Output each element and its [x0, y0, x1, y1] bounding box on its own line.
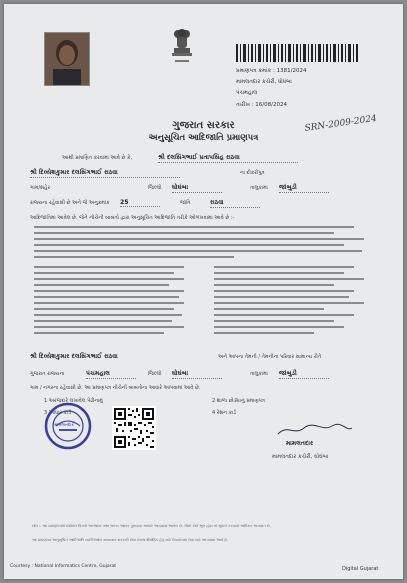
village-prefix: ગામ/શહેર	[30, 185, 51, 191]
signature-scribble	[274, 422, 354, 438]
applicant-name: શ્રી દિવ્યેશકુમાર દલસિંગભાઈ રાઠવા	[30, 169, 180, 178]
taluka-label: તાલુકામાં	[250, 185, 268, 191]
issue-date-label: તારીખ	[236, 102, 250, 108]
government-title: ગુજરાત સરકાર	[172, 120, 235, 131]
certificate-title: અનુસૂચિત આદિજાતિ પ્રમાણપત્ર	[148, 133, 259, 143]
tribe-recognition-text: આદિજાતિમાં આવેલ છે. જેને નીચેની બાબતો દ્વારા અનુસૂચિત આદિજાતિ તરીકે ઓળખવામાં આવે છે :-	[30, 215, 235, 221]
residence-taluka-label: તાલુકામાં	[250, 371, 268, 377]
certify-prefix: આથી પ્રમાણિત કરવામાં આવે છે કે,	[62, 155, 133, 161]
office-name: મામલતદાર કચેરી, ધોધંબા	[236, 79, 292, 85]
national-emblem-icon	[164, 28, 200, 72]
seal-label: મામલતદાર	[54, 423, 74, 428]
district-value: ઘોઘંબા	[172, 184, 222, 193]
applicant-name-repeat: શ્રી દિવ્યેશકુમાર દલસિંગભાઈ રાઠવા	[30, 353, 118, 360]
taluka-value: જાંબુડી	[279, 184, 329, 193]
qr-code	[112, 406, 156, 450]
certificate-number-row: પ્રમાણપત્ર ક્રમાંક : 1381/2024	[236, 68, 307, 74]
caste-label: જાતિ	[180, 200, 191, 206]
office-subtitle: પંચમહાલ	[236, 90, 258, 96]
certificate-page	[4, 4, 403, 579]
certificate-number: 1381/2024	[276, 68, 307, 74]
applicant-photo	[44, 32, 90, 86]
residence-district: ઘોઘંબા	[172, 370, 222, 379]
caste-value: રાઠવા	[210, 199, 260, 208]
note-1: નોંધ :- આ પ્રમાણપત્રમાં દર્શાવેલ વિગતો અરજદાર તથા અન્ય આધાર પુરાવાના આધારે આપવામાં આવેલ છે. જેમાં કોઈ ભૂલ હોય તો સુધારો કરવાનો અધિકાર અનામત છે.	[32, 524, 271, 528]
district-label: જિલ્લો	[148, 185, 162, 191]
footer-digital-gujarat: Digital Gujarat	[342, 566, 379, 572]
basis-item-2: 2 શાળા છોડ્યાનું પ્રમાણપત્ર	[212, 398, 265, 404]
office-seal-stamp	[44, 402, 92, 450]
footer-courtesy: Courtesy : National Informatics Centre, Gujarat	[10, 564, 117, 569]
family-text: અને આપના તેમની / તેમનીના પરિવાર સામાન્ય રીતે	[218, 354, 322, 360]
signatory-title: મામલતદાર	[286, 440, 314, 447]
residence-taluka: જાંબુડી	[279, 370, 329, 379]
basis-item-3: 3 આધાર કાર્ડ	[44, 410, 72, 416]
residence-state: પંચમહાલ	[86, 370, 136, 379]
schedule-number: 25	[120, 199, 160, 207]
barcode	[236, 44, 358, 62]
basis-item-1: 1 અરજદારે લખાવેલ પેઢીનામું	[44, 398, 103, 404]
relation-text: ના દીકરીપુત્ર	[240, 170, 265, 176]
state-resident-text: રાજ્યના રહેવાસી છે અને જે અનુક્રમાંક	[30, 200, 110, 206]
residence-tail: ગામ / નગરના રહેવાસી છે. આ પ્રમાણપત્ર નીચેની બાબતોના આધારે આપવામાં આવે છે.	[30, 385, 201, 391]
legal-references	[34, 224, 374, 344]
signatory-office: મામલતદાર કચેરી, ઘોઘંબા	[272, 454, 329, 460]
residence-district-label: જિલ્લો	[148, 371, 162, 377]
basis-item-4: 4 રેશન કાર્ડ	[212, 410, 237, 416]
certificate-number-label: પ્રમાણપત્ર ક્રમાંક	[236, 68, 272, 74]
issue-date-row: તારીખ : 16/08/2024	[236, 102, 287, 108]
handwritten-reference: SRN-2009-2024	[304, 113, 378, 134]
father-name: શ્રી દલસિંગભાઈ પ્રતાપસિંહ રાઠવા	[158, 154, 298, 163]
note-2: આ પ્રમાણપત્ર અનુસૂચિત આદિજાતિ વ્યક્તિઓને સમયસર સરકારી સેવા તેમજ શૈક્ષણિક હેતુ માટે ઉપયોગમાં લેવા માટે આપવામાં આવે છે.	[32, 538, 229, 542]
issue-date: 16/08/2024	[255, 102, 287, 108]
residence-prefix: ગુજરાત રાજ્યના	[30, 371, 65, 377]
